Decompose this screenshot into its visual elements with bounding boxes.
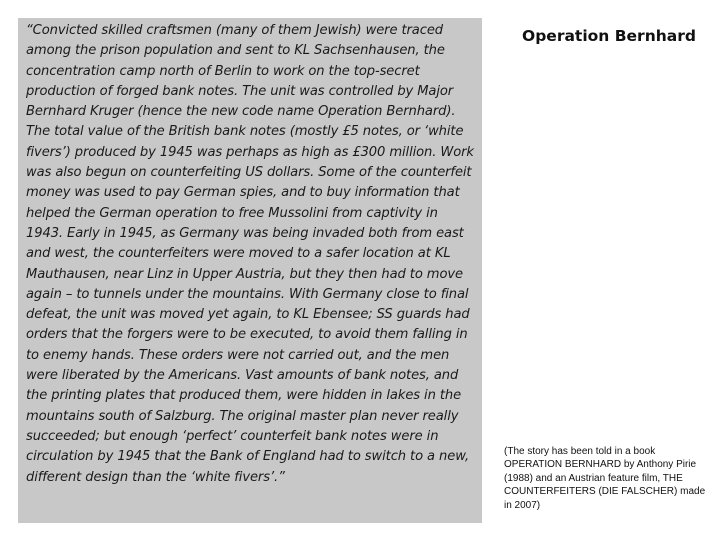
slide-title: Operation Bernhard — [522, 27, 696, 45]
quote-text: “Convicted skilled craftsmen (many of them Jewish) were traced among the prison population and sent to KL Sachsenhausen, the concentration camp north of Berlin to work on the top-secret production of forged bank notes. The unit was controlled by Major Bernhard Kruger (hence the new code name Operation Bernhard). The total value of the British bank notes (mostly £5 notes, or ‘white fivers’) produced by 1945 was perhaps as high as £300 million. Work was also begun on counterfeiting US dollars. Some of the counterfeit money was used to pay German spies, and to buy information that helped the German operation to free Mussolini from captivity in 1943. Early in 1945, as Germany was being invaded both from east and west, the counterfeiters were moved to a safer location at KL Mauthausen, near Linz in Upper Austria, but they then had to move again – to tunnels under the mountains. With Germany close to final defeat, the unit was moved yet again, to KL Ebensee; SS guards had orders that the forgers were to be executed, to avoid them falling in to enemy hands. These orders were not carried out, and the men were liberated by the Americans. Vast amounts of bank notes, and the printing plates that produced them, were hidden in lakes in the mountains south of Salzburg. The original master plan never really succeeded; but enough ‘perfect’ counterfeit bank notes were in circulation by 1945 that the Bank of England had to switch to a new, different design than the ‘white fivers’.” — [26, 23, 474, 485]
footnote-text: (The story has been told in a book OPERATION BERNHARD by Anthony Pirie (1988) and an Austrian feature film, THE COUNTERFEITERS (DIE FALSCHER) made in 2007) — [504, 446, 706, 511]
quote-box — [18, 18, 482, 523]
